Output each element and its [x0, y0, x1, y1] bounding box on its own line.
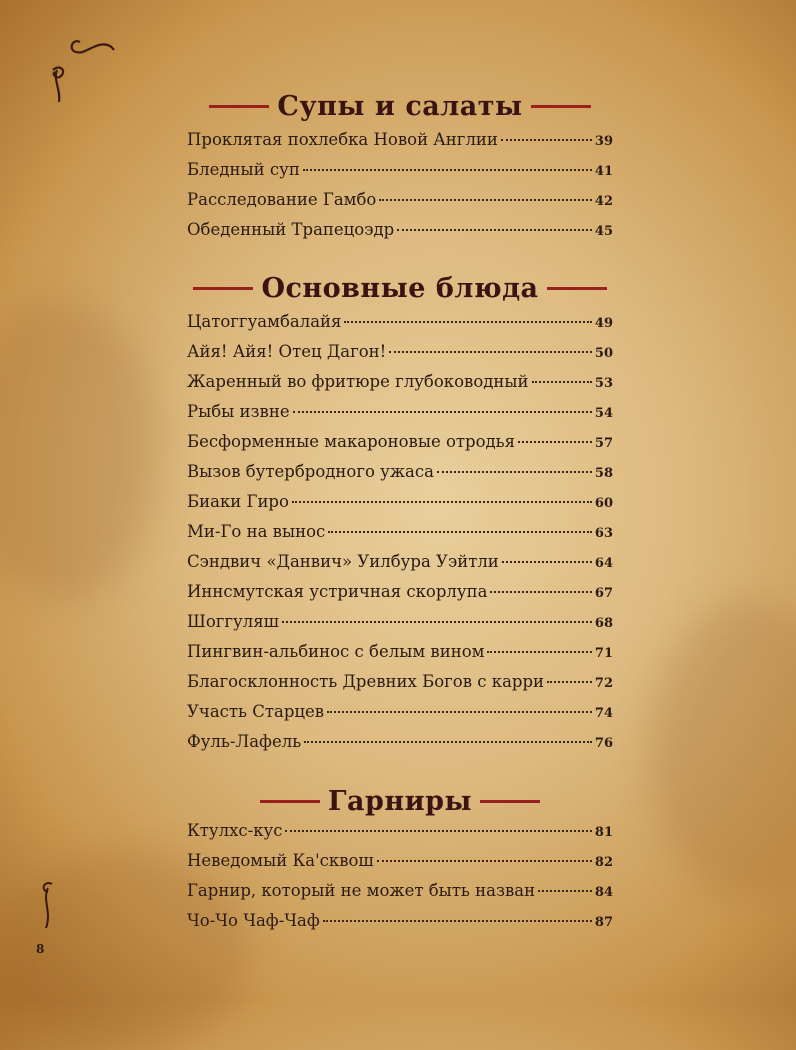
swirl-ornament-bottom-icon — [30, 878, 70, 938]
entry-page: 67 — [594, 586, 613, 601]
entry-page: 45 — [594, 224, 613, 239]
entry-title: Шоггуляш — [187, 612, 279, 631]
dot-leader — [518, 441, 592, 443]
toc-entry[interactable] — [187, 492, 613, 522]
entry-title: Ми-Го на вынос — [187, 522, 326, 541]
divider — [547, 287, 607, 290]
entry-title: Биаки Гиро — [187, 492, 289, 511]
entry-page: 54 — [594, 406, 613, 421]
toc-entry[interactable] — [187, 190, 613, 220]
dot-leader — [547, 681, 592, 683]
entry-page: 39 — [594, 134, 613, 149]
toc-entry[interactable] — [187, 462, 613, 492]
entry-title: Айя! Айя! Отец Дагон! — [187, 342, 387, 361]
dot-leader — [502, 561, 592, 563]
dot-leader — [490, 591, 591, 593]
dot-leader — [323, 920, 592, 922]
entry-page: 68 — [594, 616, 613, 631]
toc-entry[interactable] — [187, 522, 613, 552]
entry-page: 82 — [594, 855, 613, 870]
entry-title: Благосклонность Древних Богов с карри — [187, 672, 545, 691]
entry-page: 57 — [594, 436, 613, 451]
dot-leader — [437, 471, 592, 473]
entry-title: Неведомый Ка'сквош — [187, 851, 374, 870]
toc-entry[interactable] — [187, 342, 613, 372]
divider — [209, 105, 269, 108]
toc-entry[interactable] — [187, 612, 613, 642]
dot-leader — [532, 381, 592, 383]
dot-leader — [328, 531, 592, 533]
entry-title: Иннсмутская устричная скорлупа — [187, 582, 488, 601]
entry-page: 60 — [594, 496, 613, 511]
entry-title: Участь Старцев — [187, 702, 325, 721]
dot-leader — [282, 621, 592, 623]
dot-leader — [327, 711, 592, 713]
toc-entry[interactable] — [187, 881, 613, 911]
entry-page: 76 — [594, 736, 613, 751]
dot-leader — [304, 741, 592, 743]
entry-title: Бесформенные макароновые отродья — [187, 432, 516, 451]
toc-entry[interactable] — [187, 642, 613, 672]
divider — [260, 800, 320, 803]
toc-entry[interactable] — [187, 552, 613, 582]
entry-page: 87 — [594, 915, 613, 930]
entry-page: 49 — [594, 316, 613, 331]
toc-entry[interactable] — [187, 582, 613, 612]
dot-leader — [293, 411, 592, 413]
entry-page: 74 — [594, 706, 613, 721]
dot-leader — [344, 321, 591, 323]
entry-page: 72 — [594, 676, 613, 691]
toc-entry[interactable] — [187, 130, 613, 160]
entry-title: Рыбы извне — [187, 402, 290, 421]
dot-leader — [487, 651, 591, 653]
entry-title: Фуль-Лафель — [187, 732, 302, 751]
toc-list-mains — [187, 312, 613, 762]
entry-title: Чо-Чо Чаф-Чаф — [187, 911, 320, 930]
dot-leader — [292, 501, 592, 503]
dot-leader — [389, 351, 592, 353]
toc-entry[interactable] — [187, 402, 613, 432]
toc-entry[interactable] — [187, 220, 613, 250]
entry-title: Проклятая похлебка Новой Англии — [187, 130, 498, 149]
toc-entry[interactable] — [187, 702, 613, 732]
divider — [531, 105, 591, 108]
entry-page: 64 — [594, 556, 613, 571]
entry-page: 81 — [594, 825, 613, 840]
section-heading-soups: Супы и салаты — [187, 86, 613, 126]
dot-leader — [303, 169, 592, 171]
toc-entry[interactable] — [187, 851, 613, 881]
entry-page: 50 — [594, 346, 613, 361]
divider — [480, 800, 540, 803]
entry-title: Гарнир, который не может быть назван — [187, 881, 536, 900]
dot-leader — [377, 860, 592, 862]
entry-title: Расследование Гамбо — [187, 190, 377, 209]
section-heading-sides: Гарниры — [187, 781, 613, 821]
toc-entry[interactable] — [187, 672, 613, 702]
entry-title: Цатоггуамбалайя — [187, 312, 342, 331]
section-heading-mains: Основные блюда — [187, 268, 613, 308]
entry-page: 63 — [594, 526, 613, 541]
dot-leader — [538, 890, 592, 892]
entry-title: Жаренный во фритюре глубоководный — [187, 372, 529, 391]
dot-leader — [379, 199, 592, 201]
toc-entry[interactable] — [187, 372, 613, 402]
toc-list-sides — [187, 821, 613, 941]
entry-title: Пингвин-альбинос с белым вином — [187, 642, 485, 661]
entry-title: Обеденный Трапецоэдр — [187, 220, 395, 239]
entry-page: 58 — [594, 466, 613, 481]
dot-leader — [285, 830, 591, 832]
entry-page: 42 — [594, 194, 613, 209]
toc-entry[interactable] — [187, 911, 613, 941]
dot-leader — [501, 139, 592, 141]
page-number: 8 — [36, 942, 45, 956]
divider — [193, 287, 253, 290]
entry-page: 41 — [594, 164, 613, 179]
toc-entry[interactable] — [187, 312, 613, 342]
entry-page: 71 — [594, 646, 613, 661]
toc-entry[interactable] — [187, 432, 613, 462]
toc-entry[interactable] — [187, 160, 613, 190]
toc-entry[interactable] — [187, 821, 613, 851]
entry-title: Вызов бутербродного ужаса — [187, 462, 434, 481]
entry-title: Сэндвич «Данвич» Уилбура Уэйтли — [187, 552, 499, 571]
toc-entry[interactable] — [187, 732, 613, 762]
entry-page: 53 — [594, 376, 613, 391]
dot-leader — [397, 229, 592, 231]
entry-page: 84 — [594, 885, 613, 900]
entry-title: Ктулхс-кус — [187, 821, 283, 840]
swirl-ornament-top-icon — [35, 30, 125, 120]
entry-title: Бледный суп — [187, 160, 300, 179]
toc-list-soups — [187, 130, 613, 250]
